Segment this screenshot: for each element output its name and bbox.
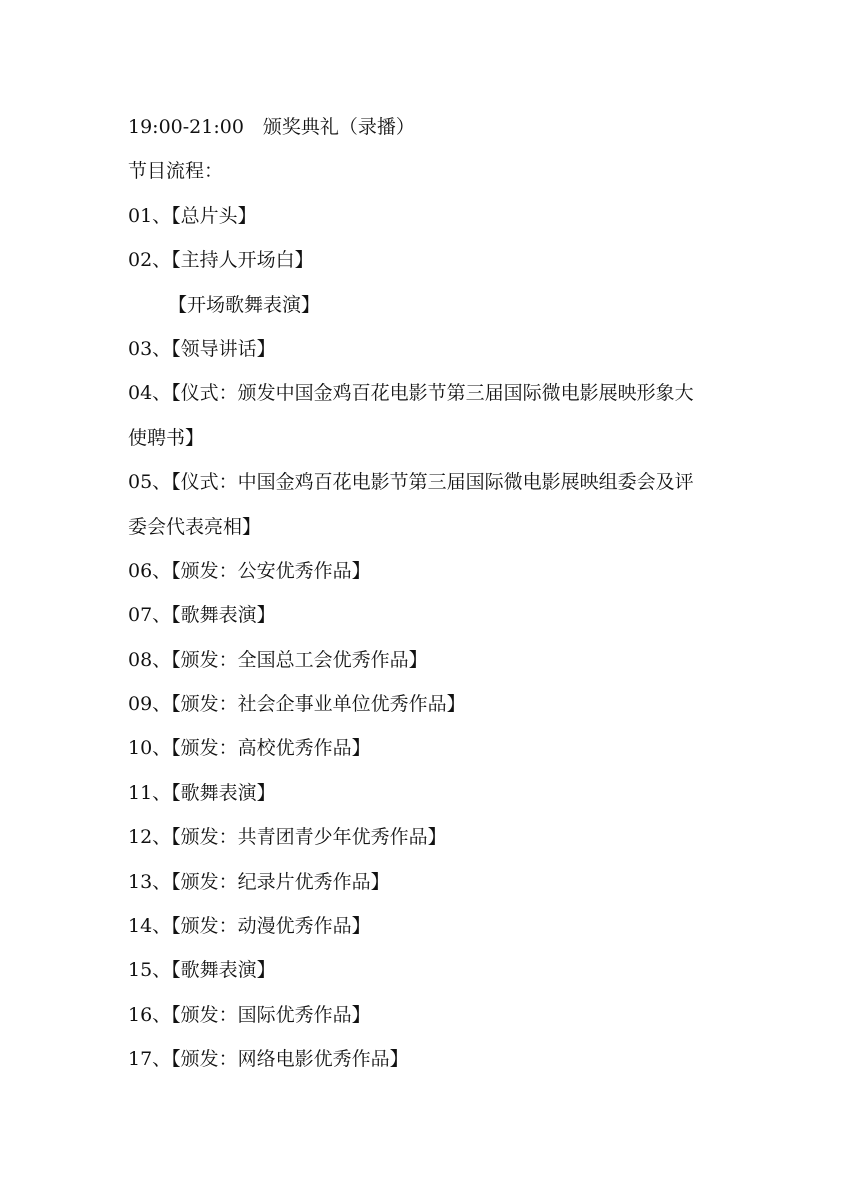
program-flow-label: 节目流程： <box>128 160 224 183</box>
program-item: 05、【仪式：中国金鸡百花电影节第三届国际微电影展映组委会及评 <box>128 471 694 494</box>
program-item-continuation: 使聘书】 <box>128 426 205 449</box>
program-item: 12、【颁发：共青团青少年优秀作品】 <box>128 826 447 849</box>
program-item: 14、【颁发：动漫优秀作品】 <box>128 915 371 938</box>
program-item: 06、【颁发：公安优秀作品】 <box>128 559 371 582</box>
program-item-continuation: 委会代表亮相】 <box>128 515 262 538</box>
program-item: 08、【颁发：全国总工会优秀作品】 <box>128 648 428 671</box>
program-subitem: 【开场歌舞表演】 <box>168 293 321 316</box>
program-item: 09、【颁发：社会企事业单位优秀作品】 <box>128 693 466 716</box>
program-item: 16、【颁发：国际优秀作品】 <box>128 1003 371 1026</box>
program-item: 02、【主持人开场白】 <box>128 249 314 272</box>
program-item: 11、【歌舞表演】 <box>128 781 276 804</box>
program-item: 10、【颁发：高校优秀作品】 <box>128 737 371 760</box>
program-schedule <box>128 112 728 1089</box>
schedule-heading: 19:00-21:00 颁奖典礼（录播） <box>128 116 415 138</box>
program-item: 07、【歌舞表演】 <box>128 604 276 627</box>
program-item: 01、【总片头】 <box>128 204 257 227</box>
program-item: 13、【颁发：纪录片优秀作品】 <box>128 870 390 893</box>
program-item: 03、【领导讲话】 <box>128 337 276 360</box>
program-item: 15、【歌舞表演】 <box>128 959 276 982</box>
program-item: 04、【仪式：颁发中国金鸡百花电影节第三届国际微电影展映形象大 <box>128 382 694 405</box>
program-item: 17、【颁发：网络电影优秀作品】 <box>128 1048 409 1071</box>
